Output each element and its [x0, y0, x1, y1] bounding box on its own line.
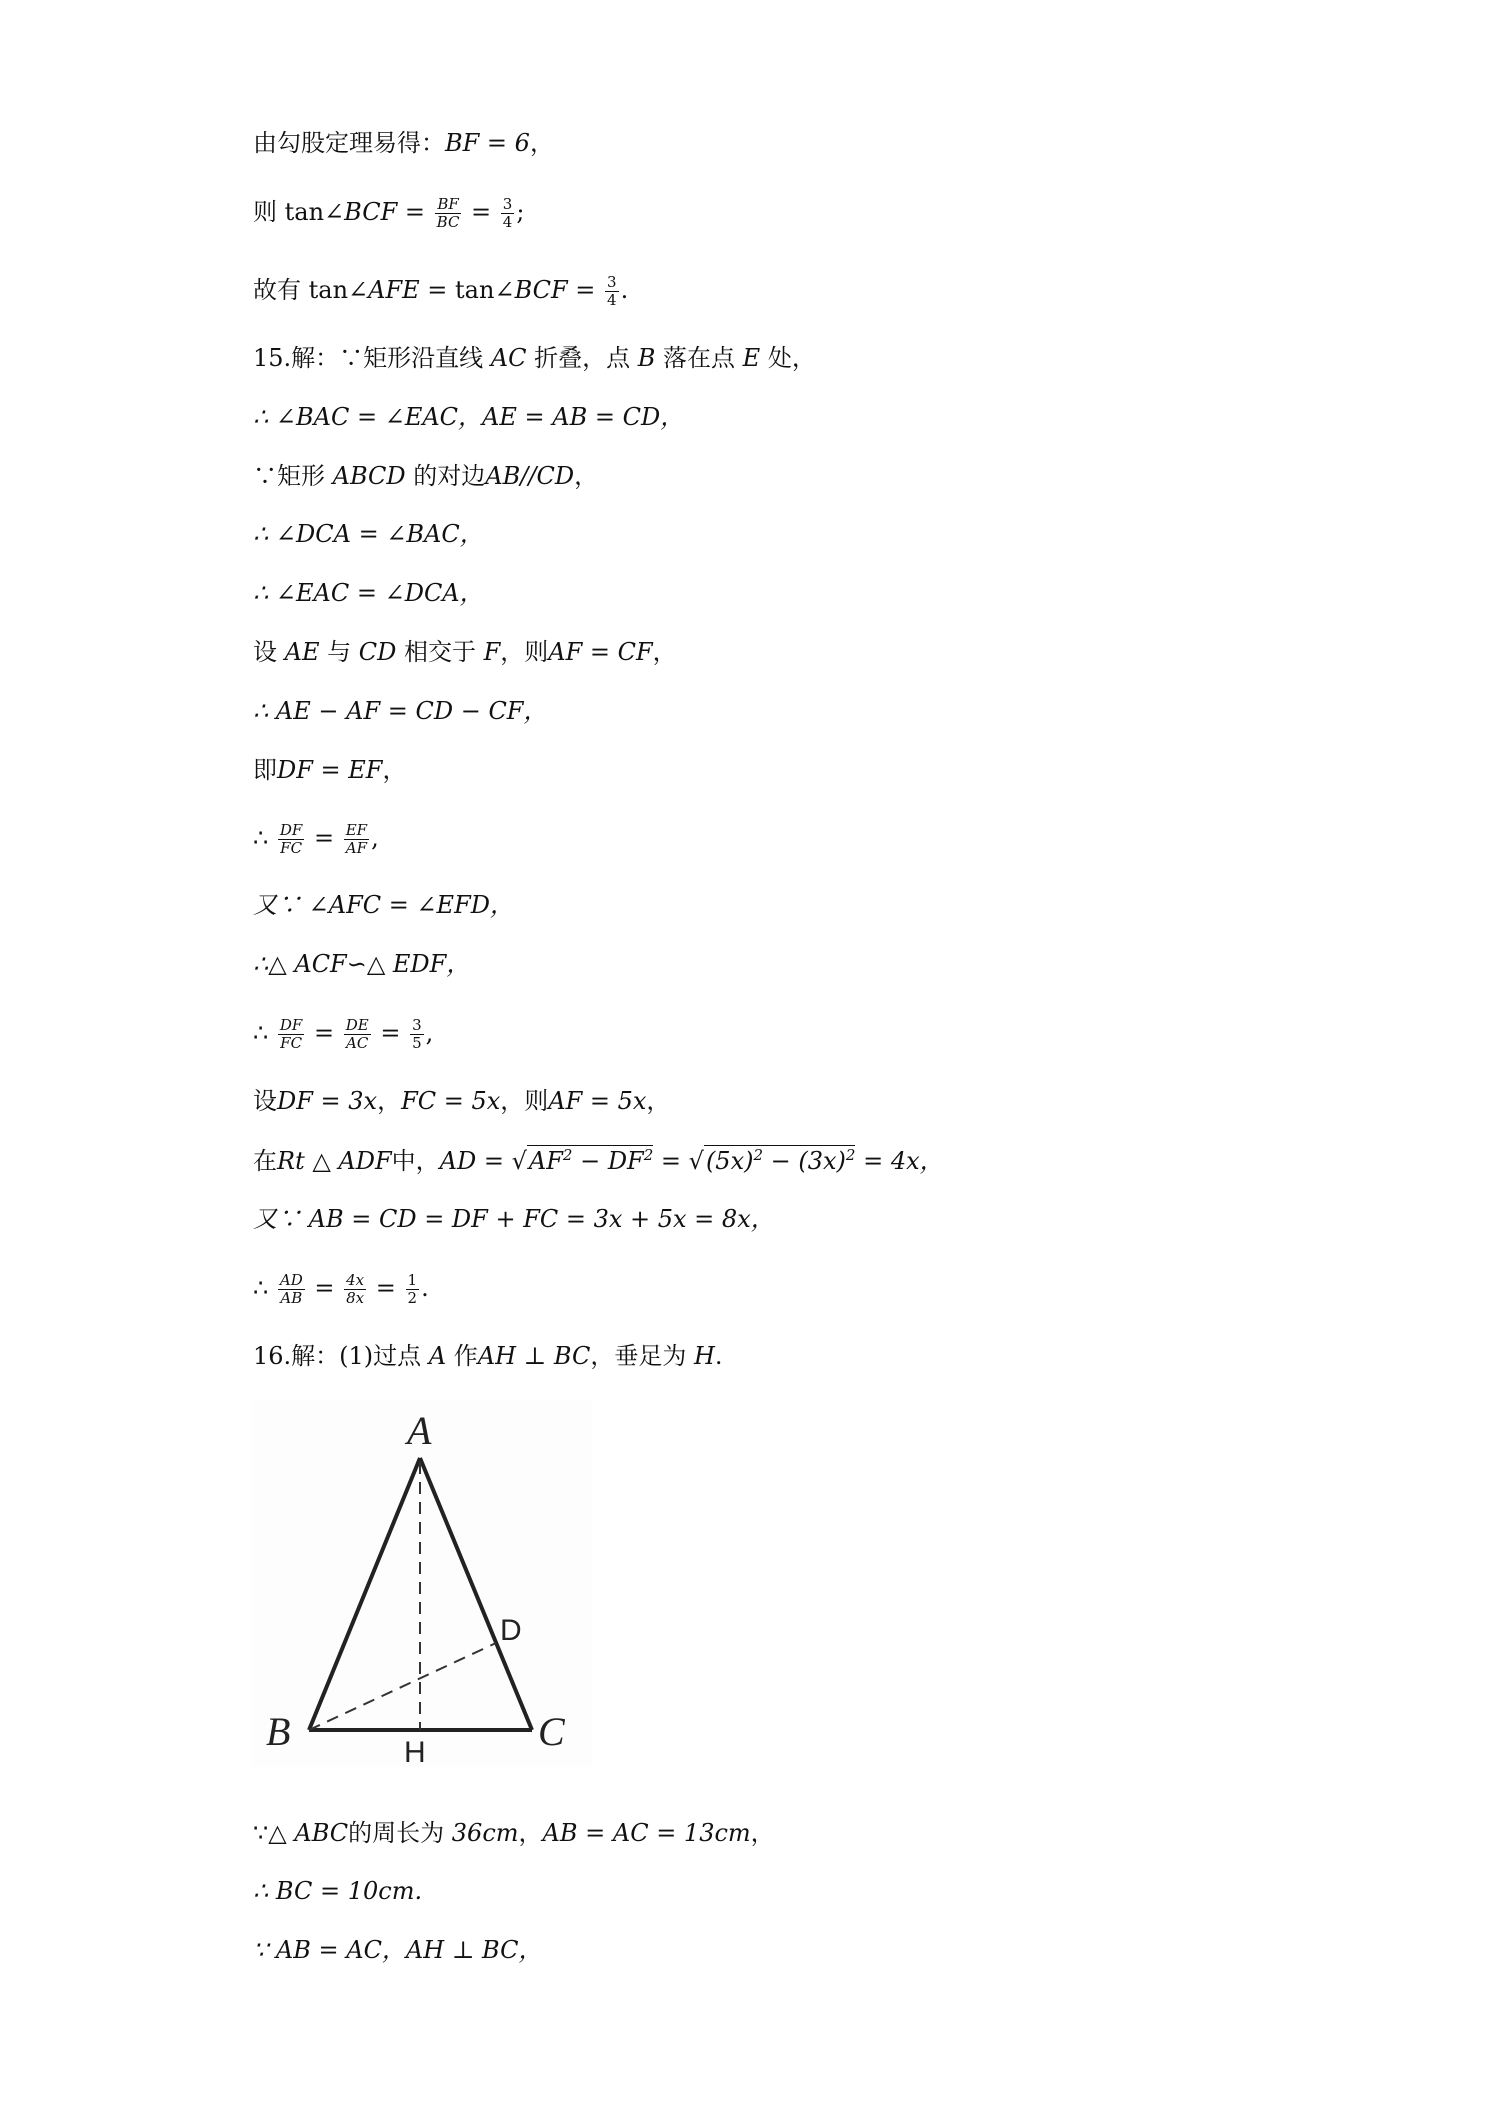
fraction: $\frac{3}{5}$	[412, 1016, 422, 1052]
math: BF = 6	[445, 129, 530, 157]
fraction: $\frac{1}{2}$	[407, 1271, 418, 1307]
text-line: ∴ $\frac{DF}{FC}$ = $\frac{DE}{AC}$ = $\frac{3}{5}$ ,	[253, 1016, 434, 1052]
label-d: D	[500, 1614, 522, 1647]
fraction: $\frac{BF}{BC}$	[436, 195, 460, 231]
text: 则 tan∠	[253, 198, 345, 226]
text-line: 则 tan∠BCF = $\frac{BF}{BC}$ = $\frac{3}{4}$ ;	[253, 195, 525, 231]
text-line: ∴ AE − AF = CD − CF，	[253, 697, 548, 725]
text: 故有 tan∠	[253, 276, 369, 304]
text-line: ∴ $\frac{DF}{FC}$ = $\frac{EF}{AF}$ ,	[253, 821, 379, 857]
text-line: ∵△ ABC的周长为 36cm，AB = AC = 13cm，	[253, 1819, 775, 1847]
fraction: $\frac{DF}{FC}$	[279, 1016, 303, 1052]
text-line: 又∵ ∠AFC = ∠EFD，	[253, 891, 514, 919]
question-15-header: 15.解：∵矩形沿直线 AC 折叠，点 B 落在点 E 处，	[253, 344, 816, 372]
math: BCF	[344, 198, 398, 226]
text: 由勾股定理易得：	[253, 129, 445, 157]
fraction: $\frac{DF}{FC}$	[279, 821, 303, 857]
text-line: ∴ $\frac{AD}{AB}$ = $\frac{4x}{8x}$ = $\frac{1}{2}$ .	[253, 1271, 429, 1307]
fraction: $\frac{4x}{8x}$	[346, 1271, 365, 1307]
fraction: $\frac{3}{4}$	[607, 273, 617, 309]
fraction: $\frac{AD}{AB}$	[279, 1271, 303, 1307]
fraction: $\frac{3}{4}$	[502, 195, 513, 231]
text-line: 故有 tan∠AFE = tan∠BCF = $\frac{3}{4}$ .	[253, 273, 629, 309]
text: = tan∠	[419, 276, 515, 304]
text-line: ∵ AB = AC，AH ⊥ BC，	[253, 1936, 543, 1964]
label-c: C	[538, 1709, 565, 1754]
text-line: ∴ BC = 10cm.	[253, 1877, 423, 1905]
fraction: $\frac{EF}{AF}$	[345, 821, 368, 857]
text-line: 即DF = EF，	[253, 756, 407, 784]
question-16-header: 16.解：(1)过点 A 作AH ⊥ BC，垂足为 H.	[253, 1342, 723, 1370]
text-line: 在Rt △ ADF中，AD = $√AF^2 - DF^2 = √(5x)^2 - (3x)^2 = 4x$，	[253, 1146, 944, 1175]
label-a: A	[407, 1408, 432, 1453]
text-line: ∴△ ACF∽△ EDF，	[253, 950, 471, 978]
text-line: 由勾股定理易得：BF = 6，	[253, 129, 554, 157]
label-b: B	[266, 1709, 291, 1754]
text-line: ∴ ∠DCA = ∠BAC，	[253, 520, 484, 548]
math: AFE	[368, 276, 420, 304]
text-line: 设DF = 3x，FC = 5x，则AF = 5x，	[253, 1087, 671, 1115]
label-h: H	[404, 1736, 426, 1767]
text-line: ∵矩形 ABCD 的对边AB//CD，	[253, 462, 599, 490]
text-line: ∴ ∠EAC = ∠DCA，	[253, 579, 484, 607]
math: BCF	[514, 276, 568, 304]
text-line: ∴ ∠BAC = ∠EAC，AE = AB = CD，	[253, 403, 685, 431]
fraction: $\frac{DE}{AC}$	[345, 1016, 369, 1052]
triangle-figure	[252, 1400, 592, 1767]
text-line: 设 AE 与 CD 相交于 F，则AF = CF，	[253, 638, 677, 666]
text-line: 又∵ AB = CD = DF + FC = 3x + 5x = 8x，	[253, 1205, 775, 1233]
